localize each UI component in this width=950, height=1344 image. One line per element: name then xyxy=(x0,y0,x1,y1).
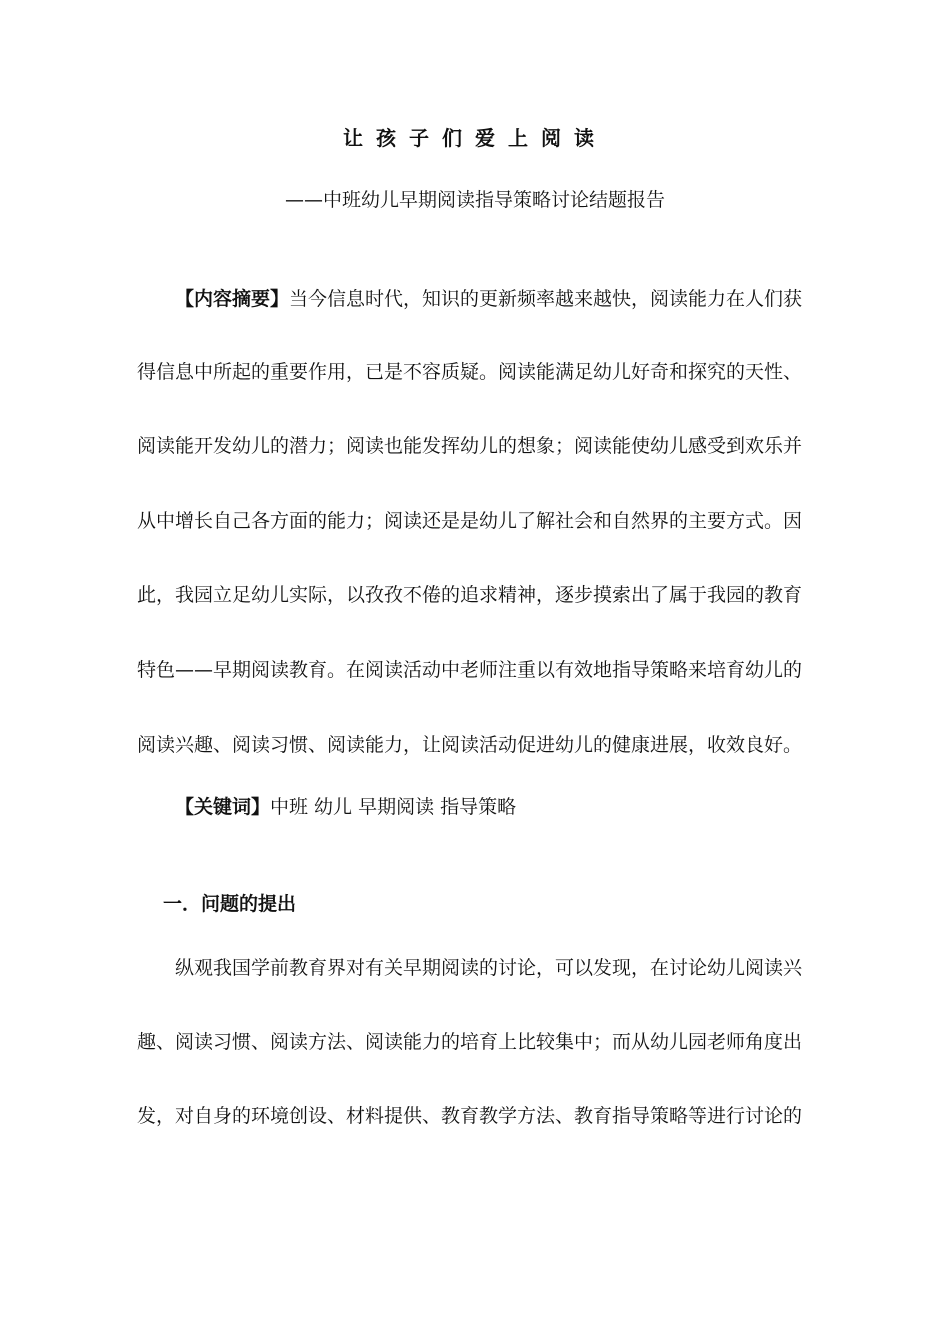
abstract-label: 【内容摘要】 xyxy=(175,288,290,310)
section-line-2: 趣、阅读习惯、阅读方法、阅读能力的培育上比较集中；而从幼儿园老师角度出 xyxy=(137,1031,803,1053)
abstract-line-7: 阅读兴趣、阅读习惯、阅读能力，让阅读活动促进幼儿的健康进展，收效良好。 xyxy=(137,734,803,756)
keywords-line xyxy=(175,793,815,821)
keywords-label: 【关键词】 xyxy=(175,796,271,818)
abstract-line-5: 此，我园立足幼儿实际，以孜孜不倦的追求精神，逐步摸索出了属于我园的教育 xyxy=(137,584,803,606)
abstract-line-6: 特色——早期阅读教育。在阅读活动中老师注重以有效地指导策略来培育幼儿的 xyxy=(137,659,803,681)
abstract-line-3: 阅读能开发幼儿的潜力；阅读也能发挥幼儿的想象；阅读能使幼儿感受到欢乐并 xyxy=(137,435,803,457)
abstract-text: 当今信息时代，知识的更新频率越来越快，阅读能力在人们获 xyxy=(289,288,803,310)
document-title: 让孩子们爱上阅读 xyxy=(343,126,607,150)
section-heading: 一．问题的提出 xyxy=(163,893,297,915)
abstract-line-1 xyxy=(175,285,815,313)
section-line-1: 纵观我国学前教育界对有关早期阅读的讨论，可以发现，在讨论幼儿阅读兴 xyxy=(175,957,803,979)
document-subtitle: ——中班幼儿早期阅读指导策略讨论结题报告 xyxy=(284,189,665,211)
abstract-line-4: 从中增长自己各方面的能力；阅读还是是幼儿了解社会和自然界的主要方式。因 xyxy=(137,510,803,532)
abstract-line-2: 得信息中所起的重要作用，已是不容质疑。阅读能满足幼儿好奇和探究的天性、 xyxy=(137,361,803,383)
section-line-3: 发，对自身的环境创设、材料提供、教育教学方法、教育指导策略等进行讨论的 xyxy=(137,1105,803,1127)
keywords-text: 中班 幼儿 早期阅读 指导策略 xyxy=(270,796,517,818)
